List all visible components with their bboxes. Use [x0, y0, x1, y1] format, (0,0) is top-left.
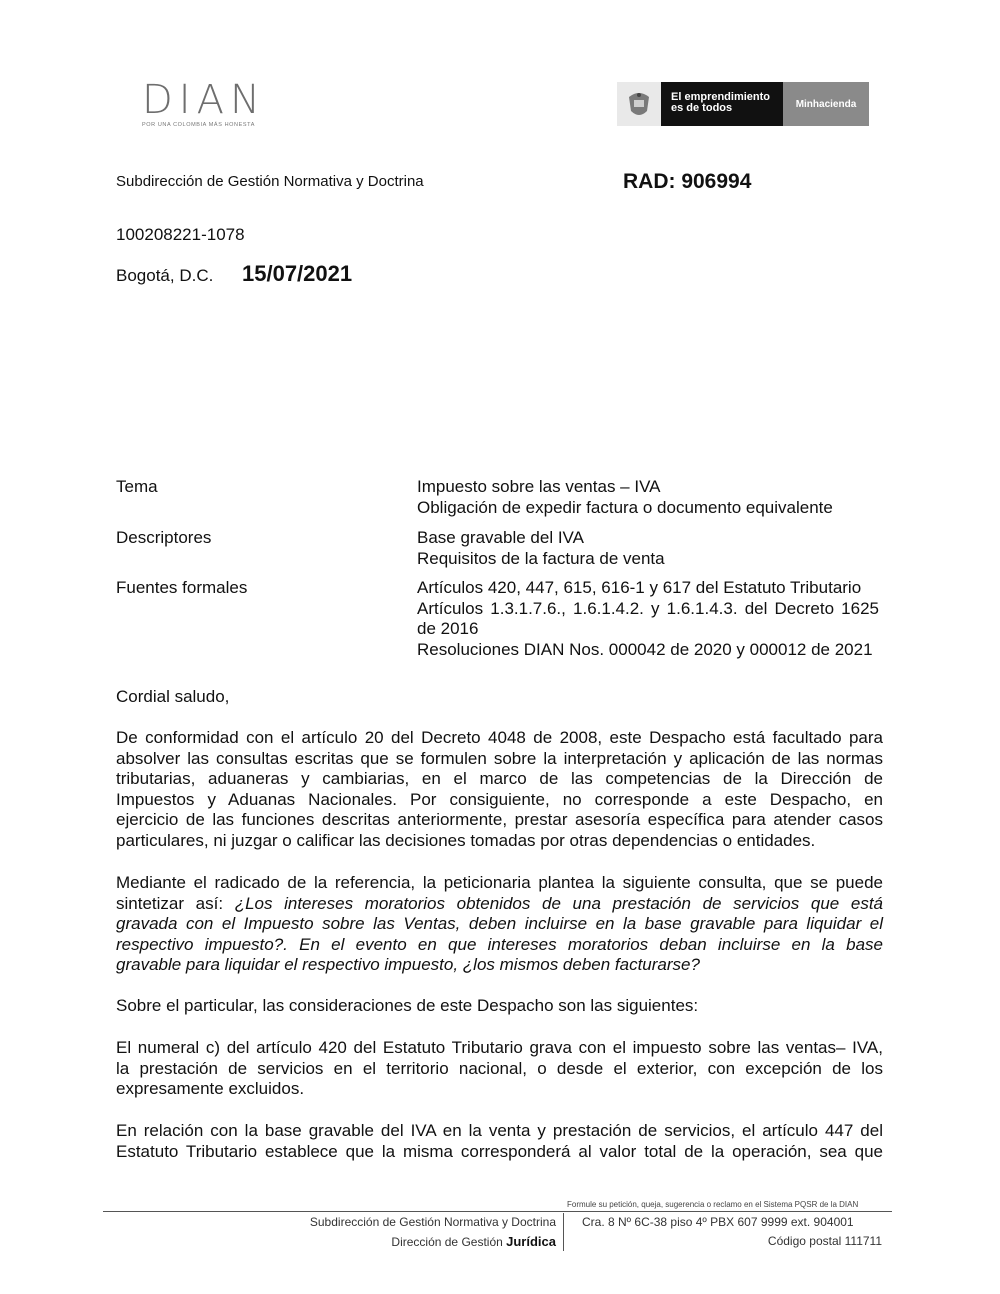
- paragraph-line: Impuestos y Aduanas Nacionales. Por consiguiente, no corresponde a este Despacho, en: [116, 789, 883, 809]
- dian-logo: [142, 77, 302, 130]
- ministry-name: Minhacienda: [783, 82, 869, 126]
- tema-label: Tema: [116, 477, 158, 496]
- fuentes-line: Resoluciones DIAN Nos. 000042 de 2020 y 000012 de 2021: [417, 639, 873, 659]
- footer-postal-code: Código postal 111711: [767, 1234, 882, 1248]
- paragraph-line: De conformidad con el artículo 20 del Decreto 4048 de 2008, este Despacho está facultado para: [116, 728, 883, 747]
- paragraph-line: absolver las consultas escritas que se formulen sobre la interpretación y aplicación de las normas: [116, 748, 883, 768]
- paragraph-line: Estatuto Tributario establece que la misma corresponderá al valor total de la operación, sea que: [116, 1141, 883, 1161]
- paragraph-line: El numeral c) del artículo 420 del Estatuto Tributario grava con el impuesto sobre las ventas– IVA,: [116, 1038, 883, 1057]
- query-line: gravada con el Impuesto sobre las Ventas, deben incluirse en la base gravable para liquidar el: [116, 914, 883, 933]
- descriptor-line: Requisitos de la factura de venta: [417, 548, 665, 568]
- paragraph-4: [116, 1038, 883, 1100]
- footer-office: Subdirección de Gestión Normativa y Doctrina: [309, 1215, 556, 1229]
- tema-line: Impuesto sobre las ventas – IVA: [417, 477, 661, 496]
- footer-column-divider: [563, 1213, 564, 1251]
- fuentes-label: Fuentes formales: [116, 578, 248, 597]
- dian-logo-text: DIAN: [142, 77, 266, 123]
- footer-address: Cra. 8 Nº 6C-38 piso 4º PBX 607 9999 ext. 904001: [582, 1215, 854, 1229]
- slogan-line-2: es de todos: [671, 102, 733, 114]
- paragraph-3: Sobre el particular, las consideraciones de este Despacho son las siguientes:: [116, 996, 699, 1015]
- query-text: ¿Los intereses moratorios obtenidos de una prestación de servicios que está: [234, 893, 883, 913]
- paragraph-5: [116, 1121, 883, 1162]
- greeting: Cordial saludo,: [116, 687, 230, 706]
- office-name: Subdirección de Gestión Normativa y Doctrina: [116, 173, 424, 190]
- city: Bogotá, D.C.: [116, 266, 214, 285]
- paragraph-line: la prestación de servicios en el territorio nacional, o desde el exterior, con excepción de los: [116, 1058, 883, 1078]
- query-line: gravable para liquidar el respectivo impuesto, ¿los mismos deben facturarse?: [116, 955, 700, 974]
- coat-of-arms-icon: [617, 82, 661, 126]
- footer-divider: [103, 1211, 892, 1212]
- tema-line: Obligación de expedir factura o documento equivalente: [417, 497, 833, 517]
- tema-value: [417, 477, 879, 518]
- descriptores-label: Descriptores: [116, 528, 212, 547]
- government-slogan: [661, 82, 783, 126]
- paragraph-2: [116, 873, 883, 976]
- paragraph-line: Mediante el radicado de la referencia, la peticionaria plantea la siguiente consulta, que se puede: [116, 873, 883, 892]
- fuentes-value: [417, 578, 879, 660]
- footer-direction-prefix: Dirección de Gestión: [391, 1235, 507, 1249]
- dian-tagline: POR UNA COLOMBIA MÁS HONESTA: [142, 122, 255, 128]
- descriptores-value: [417, 528, 879, 569]
- query-line: respectivo impuesto?. En el evento en que intereses moratorios deban incluirse en la base: [116, 934, 883, 954]
- paragraph-1: [116, 728, 883, 851]
- document-date: 15/07/2021: [242, 261, 353, 286]
- slogan-line-1: El emprendimiento: [671, 91, 771, 103]
- footer-direction: [391, 1234, 556, 1249]
- government-logo: [617, 82, 869, 126]
- descriptor-line: Base gravable del IVA: [417, 528, 584, 547]
- footer-direction-bold: Jurídica: [506, 1234, 556, 1249]
- fuentes-line: Artículos 420, 447, 615, 616-1 y 617 del Estatuto Tributario: [417, 578, 862, 597]
- fuentes-line: Artículos 1.3.1.7.6., 1.6.1.4.2. y 1.6.1.4.3. del Decreto 1625 de 2016: [417, 598, 879, 638]
- plain-text: sintetizar así:: [116, 893, 235, 913]
- paragraph-line: tributarias, aduaneras y cambiarias, en el marco de las competencias de la Dirección de: [116, 769, 883, 788]
- paragraph-line: expresamente excluidos.: [116, 1079, 305, 1098]
- footer-note: Formule su petición, queja, sugerencia o reclamo en el Sistema PQSR de la DIAN: [567, 1200, 859, 1209]
- paragraph-line: En relación con la base gravable del IVA en la venta y prestación de servicios, el artículo 447 del: [116, 1121, 883, 1140]
- paragraph-line: [116, 894, 883, 915]
- rad-number: RAD: 906994: [623, 170, 752, 193]
- paragraph-line: particulares, ni juzgar o calificar las decisiones tomadas por otras dependencias o entidades.: [116, 830, 816, 850]
- reference-number: 100208221-1078: [116, 225, 245, 244]
- paragraph-line: ejercicio de las funciones descritas anteriormente, prestar asesoría específica para atender casos: [116, 810, 883, 829]
